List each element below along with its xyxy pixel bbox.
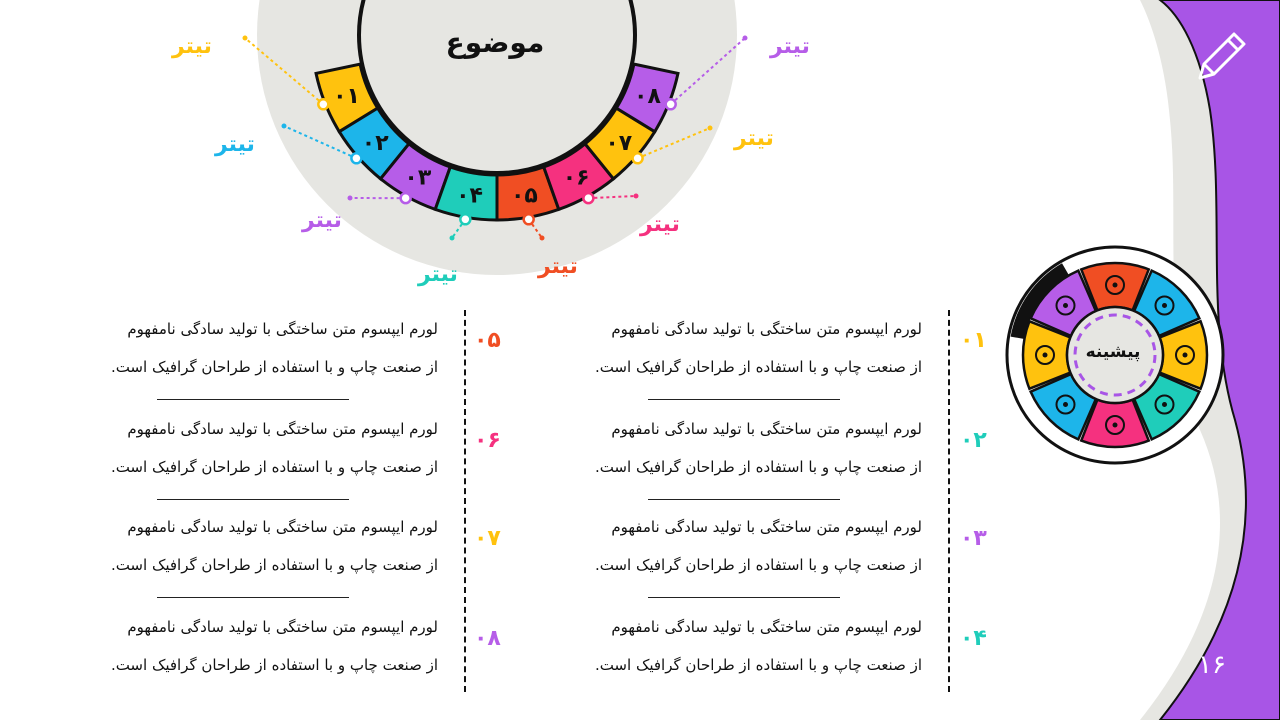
item-number: ۰۲ — [960, 428, 987, 453]
item-separator — [648, 597, 840, 598]
callout-dot — [401, 193, 411, 203]
item-number: ۰۵ — [474, 328, 501, 353]
item-separator — [648, 399, 840, 400]
hub-title: موضوع — [445, 26, 545, 59]
menu-wheel — [1000, 245, 1240, 485]
hub-segment-number: ۰۸ — [634, 84, 661, 110]
hub-segment-number: ۰۵ — [511, 183, 538, 209]
callout-end-dot — [243, 36, 248, 41]
column-divider-right — [948, 310, 950, 692]
item-text-line: لورم ایپسوم متن ساختگی با تولید سادگی نامفهوم — [611, 518, 922, 536]
item-text-line: از صنعت چاپ و با استفاده از طراحان گرافیک است. — [594, 358, 922, 376]
item-separator — [648, 499, 840, 500]
item-text-line: لورم ایپسوم متن ساختگی با تولید سادگی نامفهوم — [611, 320, 922, 338]
item-number: ۰۴ — [960, 626, 987, 651]
callout-label: تیتر — [734, 126, 774, 151]
callout-label: تیتر — [640, 212, 680, 237]
callout-dot — [524, 214, 534, 224]
callout-dot — [318, 99, 328, 109]
item-text-line: از صنعت چاپ و با استفاده از طراحان گرافیک است. — [110, 656, 438, 674]
item-text-line: لورم ایپسوم متن ساختگی با تولید سادگی نامفهوم — [611, 420, 922, 438]
item-text-line: از صنعت چاپ و با استفاده از طراحان گرافیک است. — [110, 556, 438, 574]
item-number: ۰۸ — [474, 626, 501, 651]
callout-dot — [666, 99, 676, 109]
item-separator — [157, 597, 349, 598]
item-number: ۰۱ — [960, 328, 987, 353]
callout-end-dot — [708, 126, 713, 131]
item-separator — [157, 499, 349, 500]
item-text-line: لورم ایپسوم متن ساختگی با تولید سادگی نامفهوم — [611, 618, 922, 636]
item-text-line: از صنعت چاپ و با استفاده از طراحان گرافیک است. — [594, 556, 922, 574]
hub-segment-number: ۰۲ — [361, 130, 389, 156]
callout-label: تیتر — [215, 132, 255, 157]
item-text-line: لورم ایپسوم متن ساختگی با تولید سادگی نامفهوم — [127, 618, 438, 636]
callout-dot — [633, 153, 643, 163]
item-text-line: از صنعت چاپ و با استفاده از طراحان گرافیک است. — [110, 458, 438, 476]
page-number: ۱۶ — [1198, 650, 1226, 680]
item-text-line: لورم ایپسوم متن ساختگی با تولید سادگی نامفهوم — [127, 518, 438, 536]
callout-end-dot — [540, 236, 545, 241]
item-number: ۰۳ — [960, 526, 987, 551]
callout-dot — [460, 214, 470, 224]
item-text-line: لورم ایپسوم متن ساختگی با تولید سادگی نامفهوم — [127, 420, 438, 438]
hub-segment-number: ۰۴ — [456, 183, 483, 209]
callout-label: تیتر — [418, 262, 458, 287]
hub-segment-number: ۰۳ — [404, 165, 432, 191]
item-number: ۰۶ — [474, 428, 501, 453]
callout-end-dot — [743, 36, 748, 41]
hub-segment-number: ۰۷ — [605, 130, 633, 156]
menu-wheel-center-label: پیشینه — [1085, 342, 1141, 362]
item-text-line: از صنعت چاپ و با استفاده از طراحان گرافیک است. — [594, 656, 922, 674]
item-separator — [157, 399, 349, 400]
item-text-line: از صنعت چاپ و با استفاده از طراحان گرافیک است. — [110, 358, 438, 376]
callout-end-dot — [348, 196, 353, 201]
item-text-line: لورم ایپسوم متن ساختگی با تولید سادگی نامفهوم — [127, 320, 438, 338]
callout-label: تیتر — [302, 208, 342, 233]
callout-dot — [583, 193, 593, 203]
callout-label: تیتر — [172, 34, 212, 59]
callout-label: تیتر — [770, 34, 810, 59]
item-text-line: از صنعت چاپ و با استفاده از طراحان گرافیک است. — [594, 458, 922, 476]
hub-segment-number: ۰۱ — [333, 84, 360, 110]
callout-label: تیتر — [538, 254, 578, 279]
hub-segment-number: ۰۶ — [562, 165, 590, 191]
callout-dot — [351, 153, 361, 163]
callout-end-dot — [282, 124, 287, 129]
column-divider-left — [464, 310, 466, 692]
item-number: ۰۷ — [474, 526, 501, 551]
callout-end-dot — [634, 194, 639, 199]
callout-end-dot — [450, 236, 455, 241]
